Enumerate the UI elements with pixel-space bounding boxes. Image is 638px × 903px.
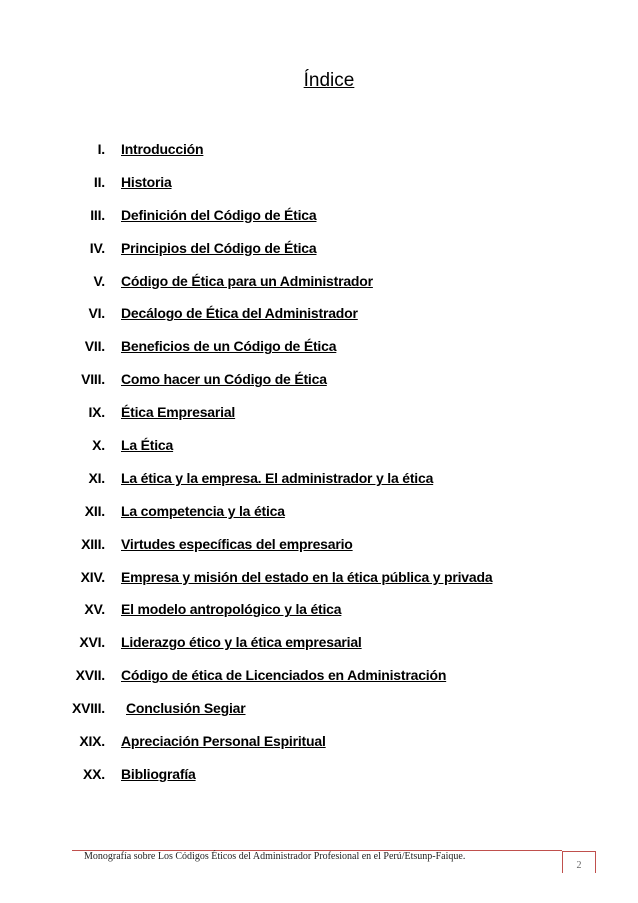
toc-entry-link[interactable]: Empresa y misión del estado en la ética pública y privada [121,568,493,585]
toc-entry-number: IV. [89,239,105,256]
toc-entry [0,630,638,663]
toc-entry-link[interactable]: La ética y la empresa. El administrador y la ética [121,469,434,486]
toc-entry-number: V. [93,272,105,289]
toc-entry-number: XIV. [80,568,105,585]
toc-entry-link[interactable]: La competencia y la ética [121,502,285,519]
toc-entry [0,400,638,433]
footer-text: Monografía sobre Los Códigos Éticos del Administrador Profesional en el Perú/Etsunp-Faique. [84,851,466,862]
toc-entry-link[interactable]: Principios del Código de Ética [121,239,317,256]
toc-entry-number: XII. [84,502,105,519]
toc-entry-link[interactable]: El modelo antropológico y la ética [121,601,342,618]
toc-entry [0,729,638,762]
toc-entry [0,170,638,203]
toc-entry-number: VI. [88,305,105,322]
toc-entry-link[interactable]: Definición del Código de Ética [121,206,317,223]
toc-entry-link[interactable]: Introducción [121,141,204,157]
toc-entry [0,367,638,400]
toc-entry-number: II. [93,173,105,190]
page-title: Índice [303,70,355,91]
toc-entry-link[interactable]: Historia [121,173,172,190]
toc-entry-number: XVI. [79,634,105,651]
toc-entry-link[interactable]: Código de Ética para un Administrador [121,272,373,289]
toc-entry-link[interactable]: Decálogo de Ética del Administrador [121,305,358,322]
toc-entry-link[interactable]: La Ética [121,437,174,454]
toc-entry-link[interactable]: Virtudes específicas del empresario [121,535,353,552]
toc-entry-link[interactable]: Código de ética de Licenciados en Administración [121,667,447,684]
toc-entry [0,597,638,630]
toc-entry-number: X. [92,437,105,454]
toc-entry-number: IX. [88,404,105,421]
page-number: 2 [562,851,596,873]
toc-entry [0,762,638,795]
toc-entry [0,499,638,532]
toc-entry-link[interactable]: Como hacer un Código de Ética [121,371,327,388]
toc-entry-number: VIII. [81,371,105,388]
toc-entry-link[interactable]: Ética Empresarial [121,404,236,421]
table-of-contents [0,137,638,795]
toc-entry-number: XX. [83,765,105,782]
toc-entry [0,301,638,334]
toc-entry-number: III. [90,206,105,223]
toc-entry [0,696,638,729]
toc-entry-link[interactable]: Apreciación Personal Espiritual [121,733,326,750]
toc-entry-number: XVIII. [71,700,105,717]
toc-entry-number: VII. [84,338,105,355]
toc-entry [0,565,638,598]
toc-entry-link[interactable]: Beneficios de un Código de Ética [121,338,337,355]
toc-entry-link[interactable]: Liderazgo ético y la ética empresarial [121,634,362,651]
toc-entry [0,466,638,499]
toc-entry-number: XV. [84,601,105,618]
toc-entry [0,269,638,302]
toc-entry [0,236,638,269]
toc-entry-link[interactable]: Bibliografía [121,765,196,782]
toc-entry-number: XIII. [81,535,105,552]
toc-entry [0,663,638,696]
toc-entry [0,334,638,367]
toc-entry-number: XVII. [75,667,105,684]
toc-entry [0,433,638,466]
toc-entry-number: XIX. [79,733,105,750]
toc-entry [0,137,638,170]
toc-entry-number: XI. [88,469,105,486]
toc-entry-number: I. [97,141,105,157]
toc-entry-link[interactable]: Conclusión Segiar [126,700,246,717]
toc-entry [0,532,638,565]
toc-entry [0,203,638,236]
